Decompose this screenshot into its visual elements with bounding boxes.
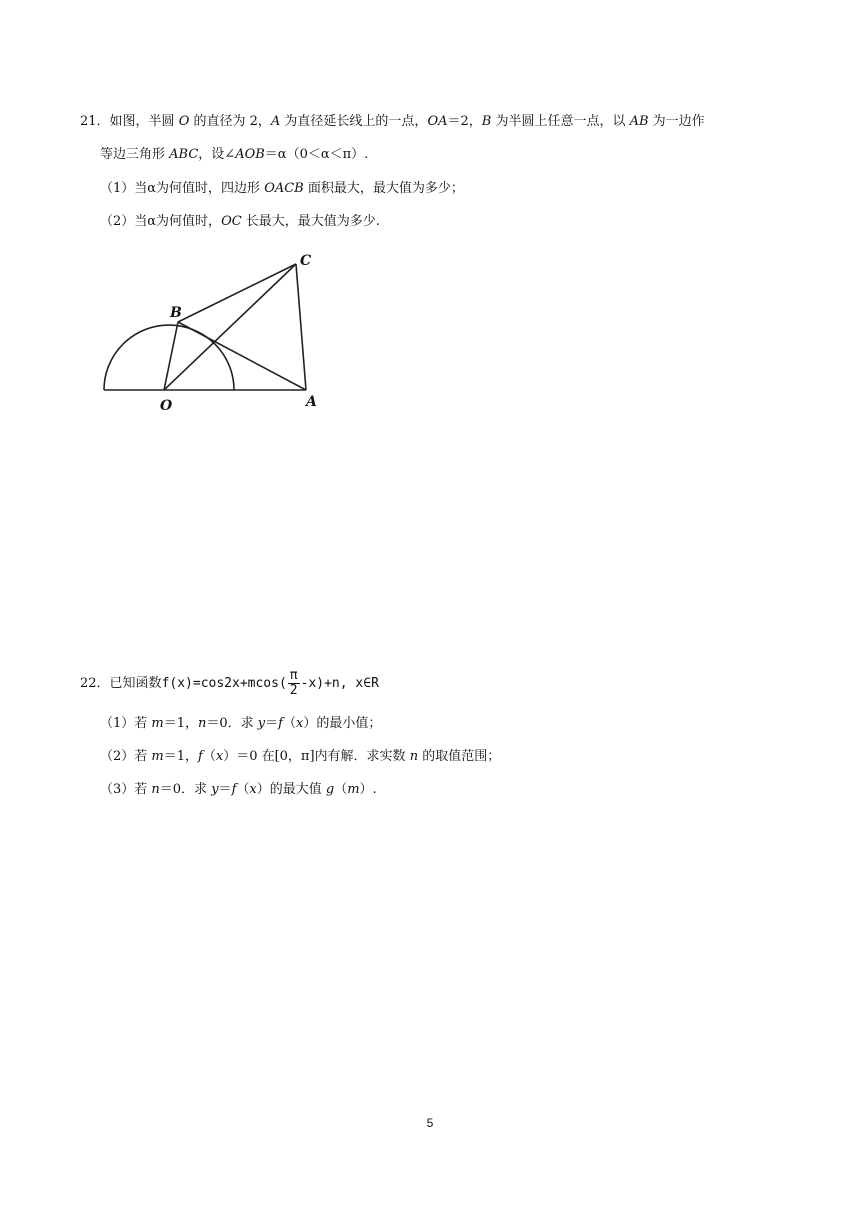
q21-number: 21． (80, 114, 110, 129)
label-B: B (170, 305, 182, 321)
q22-part1: （1）若 m＝1，n＝0．求 y＝f（x）的最小值； (100, 716, 382, 731)
q21-line2: 等边三角形 ABC，设∠AOB＝α（0＜α＜π）. (100, 147, 369, 162)
page-number: 5 (426, 1116, 434, 1130)
segment-OB (164, 322, 178, 390)
q21-part2: （2）当α为何值时，OC 长最大，最大值为多少. (100, 214, 380, 229)
segment-BC (178, 264, 296, 322)
semicircle-arc (104, 325, 234, 390)
q22-part3: （3）若 n＝0．求 y＝f（x）的最大值 g（m）. (100, 782, 377, 797)
geometry-figure (96, 248, 336, 416)
q22-stem: 22．已知函数f(x)=cos2x+mcos( $\frac{\pi}{2}$ -x)+n, x∈R (80, 668, 379, 698)
q21-part1: （1）当α为何值时，四边形 OACB 面积最大，最大值为多少； (100, 181, 464, 196)
segment-AB (178, 322, 306, 390)
function-formula: f(x)=cos2x+mcos( $\frac{\pi}{2}$ -x)+n, x∈R (161, 668, 379, 698)
segment-CA (296, 264, 306, 390)
q22-part2: （2）若 m＝1，f（x）＝0 在[0，π]内有解．求实数 n 的取值范围； (100, 749, 501, 764)
q21-line1: 21．如图，半圆 O 的直径为 2，A 为直径延长线上的一点，OA＝2，B 为半圆上任意一点，以 AB 为一边作 (80, 114, 705, 129)
label-A: A (306, 394, 317, 410)
label-C: C (300, 253, 312, 269)
q22-number: 22． (80, 676, 110, 691)
pi-over-2-fraction: $\frac{\pi}{2}$ (289, 668, 298, 698)
label-O: O (160, 398, 173, 414)
